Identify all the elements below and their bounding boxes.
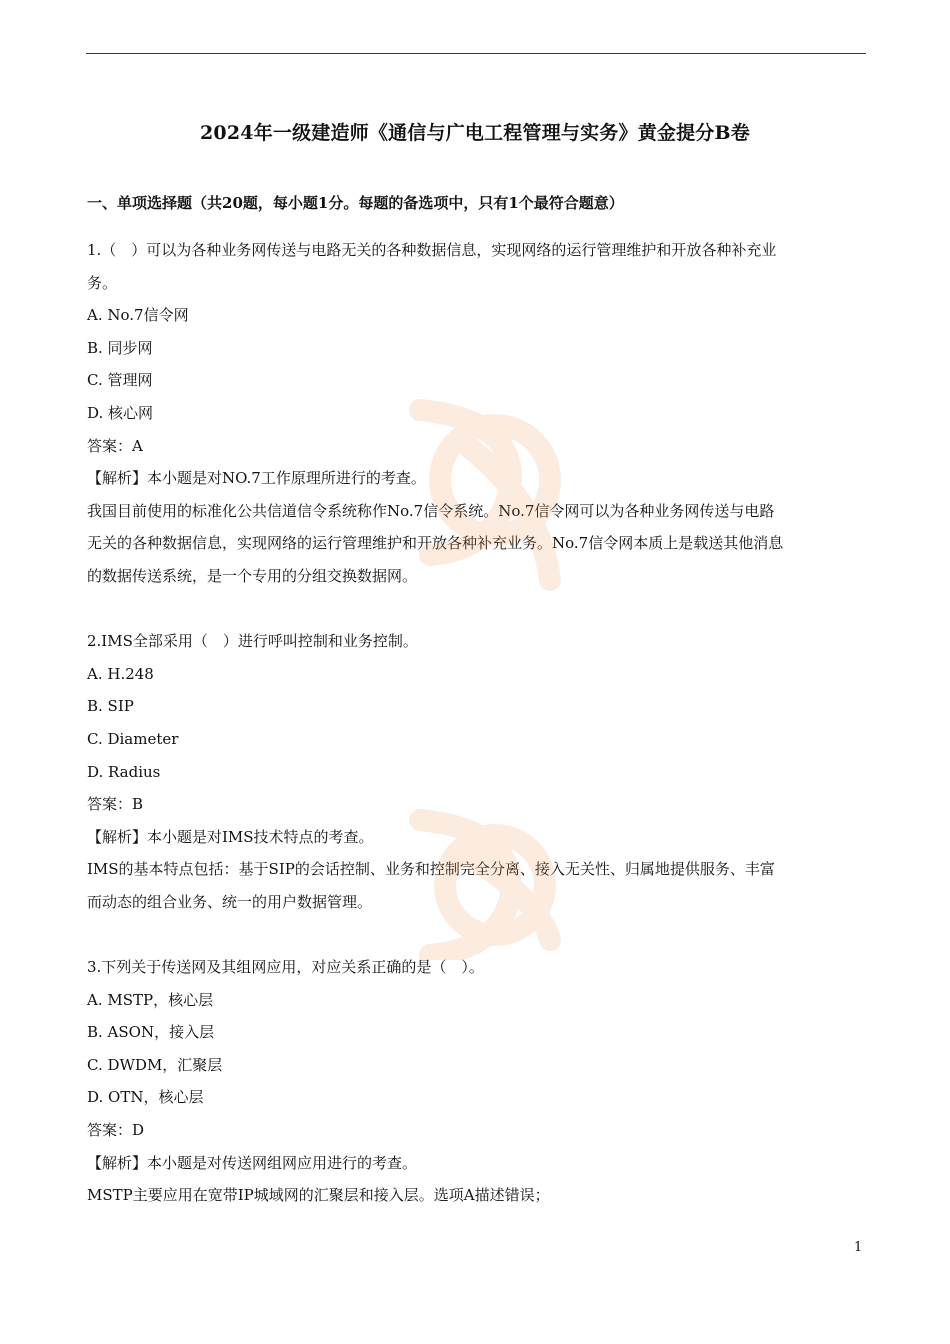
question-1 <box>87 234 867 593</box>
option-c: C. Diameter <box>87 729 179 748</box>
option-a: A. MSTP，核心层 <box>87 990 214 1009</box>
option-a: A. No.7信令网 <box>87 306 189 325</box>
analysis-text: 无关的各种数据信息，实现网络的运行管理维护和开放各种补充业务。No.7信令网本质上是载送其他消息 <box>87 534 784 553</box>
spacer <box>87 918 867 951</box>
question-stem: 务。 <box>87 273 118 292</box>
analysis-text: 的数据传送系统，是一个专用的分组交换数据网。 <box>87 566 418 585</box>
question-3 <box>87 951 867 1212</box>
document-title: 2024年一级建造师《通信与广电工程管理与实务》黄金提分B卷 <box>200 122 750 144</box>
analysis-heading: 【解析】本小题是对传送网组网应用进行的考查。 <box>87 1153 418 1172</box>
question-stem: 1.（ ）可以为各种业务网传送与电路无关的各种数据信息，实现网络的运行管理维护和开放各种补充业 <box>87 241 777 259</box>
header-rule <box>86 53 866 54</box>
option-c: C. 管理网 <box>87 371 153 390</box>
question-stem: 3.下列关于传送网及其组网应用，对应关系正确的是（ ）。 <box>87 958 484 977</box>
analysis-heading: 【解析】本小题是对IMS技术特点的考查。 <box>87 827 374 846</box>
option-b: B. ASON，接入层 <box>87 1023 215 1042</box>
option-d: D. OTN，核心层 <box>87 1088 204 1107</box>
option-a: A. H.248 <box>87 664 154 683</box>
option-b: B. 同步网 <box>87 338 153 357</box>
analysis-text: MSTP主要应用在宽带IP城域网的汇聚层和接入层。选项A描述错误； <box>87 1186 550 1205</box>
question-stem: 2.IMS全部采用（ ）进行呼叫控制和业务控制。 <box>87 632 418 651</box>
question-2 <box>87 625 867 918</box>
question-list <box>87 234 867 1212</box>
option-b: B. SIP <box>87 697 134 716</box>
answer: 答案：A <box>87 436 143 455</box>
option-d: D. Radius <box>87 762 161 781</box>
analysis-text: 而动态的组合业务、统一的用户数据管理。 <box>87 892 373 911</box>
page-number: 1 <box>854 1240 863 1255</box>
analysis-text: IMS的基本特点包括：基于SIP的会话控制、业务和控制完全分离、接入无关性、归属地提供服务、丰富 <box>87 860 775 879</box>
analysis-heading: 【解析】本小题是对NO.7工作原理所进行的考查。 <box>87 469 426 488</box>
section-heading: 一、单项选择题（共20题，每小题1分。每题的备选项中，只有1个最符合题意） <box>87 194 624 212</box>
spacer <box>87 593 867 626</box>
answer: 答案：B <box>87 795 144 814</box>
option-d: D. 核心网 <box>87 403 154 422</box>
option-c: C. DWDM，汇聚层 <box>87 1055 223 1074</box>
answer: 答案：D <box>87 1121 145 1140</box>
analysis-text: 我国目前使用的标准化公共信道信令系统称作No.7信令系统。No.7信令网可以为各种业务网传送与电路 <box>87 501 775 520</box>
